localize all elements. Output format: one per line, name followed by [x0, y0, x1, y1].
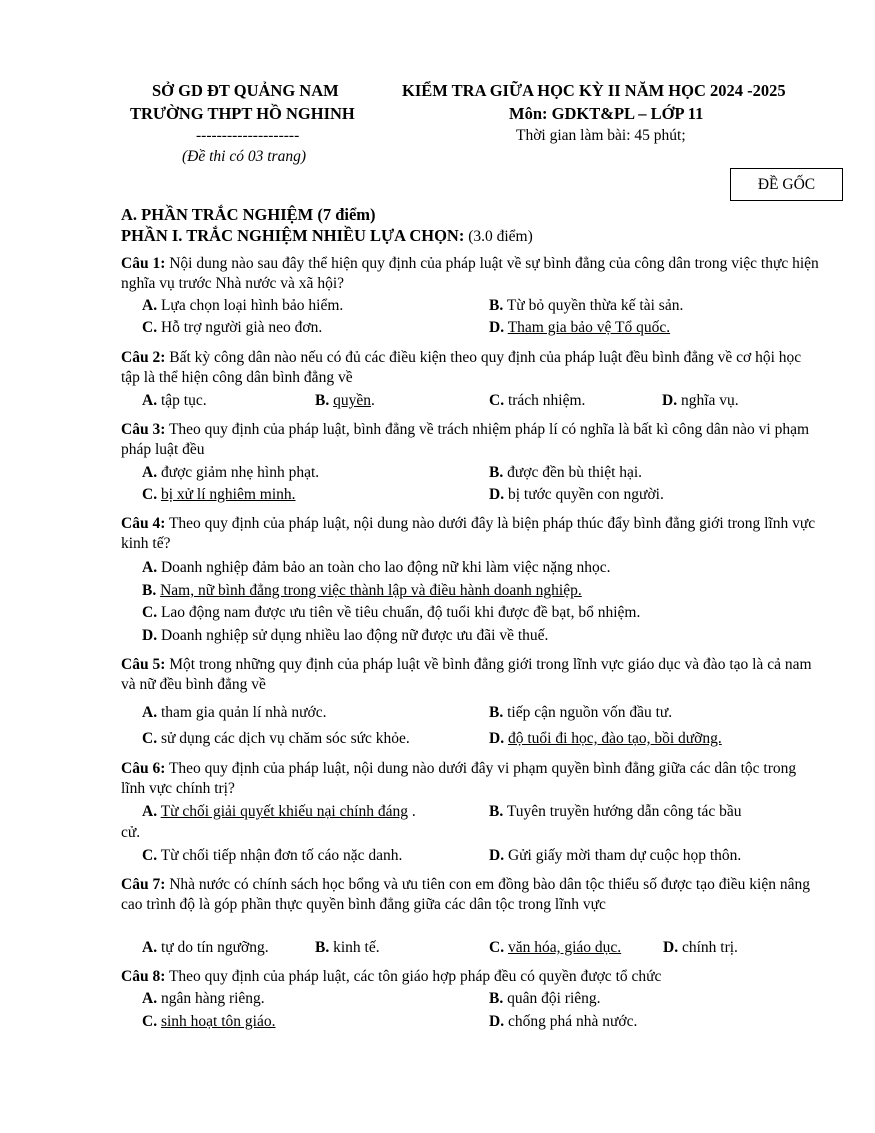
- option-letter: A.: [142, 939, 158, 956]
- option-letter: C.: [142, 730, 158, 747]
- q8-option-d: [489, 1013, 637, 1031]
- q3-option-a: [142, 464, 319, 482]
- q6-option-b: [489, 803, 742, 821]
- option-letter: C.: [489, 939, 505, 956]
- option-text: chính trị.: [681, 939, 738, 956]
- option-letter: A.: [142, 704, 158, 721]
- option-letter: D.: [489, 319, 505, 336]
- option-text: bị tước quyền con người.: [507, 486, 664, 503]
- option-text: Gửi giấy mời tham dự cuộc họp thôn.: [507, 847, 742, 864]
- option-text: sinh hoạt tôn giáo.: [160, 1013, 276, 1030]
- original-exam-label: ĐỀ GỐC: [757, 175, 816, 193]
- header-divider: --------------------: [196, 127, 300, 144]
- option-letter: D.: [489, 730, 505, 747]
- option-text: ngân hàng riêng.: [160, 990, 265, 1007]
- q6-option-d: [489, 847, 741, 865]
- q6-option-b-continued: [121, 824, 140, 842]
- option-letter: B.: [489, 803, 504, 820]
- option-letter: B.: [489, 464, 504, 481]
- option-letter: D.: [489, 486, 505, 503]
- question-2: [121, 348, 821, 387]
- option-suffix: .: [407, 803, 416, 820]
- option-text: kinh tế.: [333, 939, 380, 956]
- q5-option-b: [489, 704, 672, 722]
- question-label: Câu 3:: [121, 421, 166, 438]
- option-text: độ tuổi đi học, đào tạo, bồi dưỡng.: [507, 730, 722, 747]
- q8-option-a: [142, 990, 265, 1008]
- option-text: Doanh nghiệp đảm bảo an toàn cho lao động nữ khi làm việc nặng nhọc.: [160, 559, 611, 576]
- part1-score: (3.0 điểm): [464, 228, 533, 245]
- time-limit: Thời gian làm bài: 45 phút;: [516, 127, 686, 144]
- q4-option-c: [142, 604, 640, 622]
- question-5: [121, 655, 821, 694]
- subject-line: Môn: GDKT&PL – LỚP 11: [509, 104, 704, 123]
- option-text: quyền: [333, 392, 371, 409]
- section-a-title: A. PHẦN TRẮC NGHIỆM (7 điểm): [121, 205, 376, 224]
- option-letter: A.: [142, 392, 158, 409]
- q5-option-d: [489, 730, 722, 748]
- option-text: Từ bỏ quyền thừa kế tài sản.: [506, 297, 684, 314]
- option-letter: A.: [142, 297, 158, 314]
- original-exam-box: [730, 168, 843, 201]
- option-text: chống phá nhà nước.: [507, 1013, 638, 1030]
- question-label: Câu 5:: [121, 656, 166, 673]
- question-text: Một trong những quy định của pháp luật về bình đẳng giới trong lĩnh vực giáo dục và đào tạo là cả nam và nữ đều bình đẳng về: [121, 656, 812, 693]
- question-7: [121, 875, 821, 914]
- option-letter: C.: [142, 319, 158, 336]
- option-text: Nam, nữ bình đẳng trong việc thành lập và điều hành doanh nghiệp.: [160, 582, 582, 599]
- option-text: văn hóa, giáo dục.: [507, 939, 622, 956]
- option-letter: B.: [489, 704, 504, 721]
- question-label: Câu 4:: [121, 515, 166, 532]
- q7-option-b: [315, 939, 380, 957]
- q5-option-a: [142, 704, 326, 722]
- option-text: Tham gia bảo vệ Tổ quốc.: [507, 319, 671, 336]
- option-text: bị xử lí nghiêm minh.: [160, 486, 296, 503]
- question-1: [121, 254, 821, 293]
- question-text: Nhà nước có chính sách học bổng và ưu tiên con em đồng bào dân tộc thiểu số được tạo điều kiện nâng cao trình độ là góp phần thực quyền bình đẳng giữa các dân tộc trong lĩnh vực: [121, 876, 810, 913]
- option-letter: D.: [662, 392, 678, 409]
- option-text: Doanh nghiệp sử dụng nhiều lao động nữ được ưu đãi về thuế.: [160, 627, 549, 644]
- option-letter: A.: [142, 559, 158, 576]
- q1-option-c: [142, 319, 322, 337]
- q7-option-c: [489, 939, 621, 957]
- question-4: [121, 514, 821, 553]
- q2-option-b: B. quyền.: [315, 392, 375, 409]
- q7-option-a: [142, 939, 269, 957]
- option-letter: B.: [315, 939, 330, 956]
- q4-option-b: [142, 582, 582, 600]
- question-text: Nội dung nào sau đây thể hiện quy định của pháp luật về sự bình đẳng của công dân trong việc thực hiện nghĩa vụ trước Nhà nước và xã hội?: [121, 255, 819, 292]
- q4-option-d: [142, 627, 548, 645]
- option-text: cử.: [121, 824, 141, 841]
- q1-option-b: [489, 297, 683, 315]
- option-text: được đền bù thiệt hại.: [507, 464, 643, 481]
- q6-option-a: [142, 803, 416, 821]
- question-6: [121, 759, 821, 798]
- option-text: quân đội riêng.: [507, 990, 601, 1007]
- part1-title: PHẦN I. TRẮC NGHIỆM NHIỀU LỰA CHỌN:: [121, 226, 465, 245]
- question-text: Theo quy định của pháp luật, nội dung nào dưới đây là biện pháp thúc đẩy bình đẳng giới trong lĩnh vực kinh tế?: [121, 515, 816, 552]
- option-letter: B.: [142, 582, 157, 599]
- option-letter: C.: [142, 486, 158, 503]
- page-count-note: (Đề thi có 03 trang): [182, 148, 306, 165]
- question-label: Câu 2:: [121, 349, 166, 366]
- option-letter: B.: [315, 392, 330, 409]
- option-letter: D.: [663, 939, 679, 956]
- question-8: [121, 967, 821, 987]
- option-text: Từ chối giải quyết khiếu nại chính đáng: [160, 803, 408, 820]
- q2-option-a: [142, 392, 207, 410]
- option-text: tự do tín ngưỡng.: [160, 939, 269, 956]
- q5-option-c: [142, 730, 410, 748]
- option-letter: D.: [489, 847, 505, 864]
- option-text: tiếp cận nguồn vốn đầu tư.: [507, 704, 673, 721]
- question-text: Theo quy định của pháp luật, nội dung nào dưới đây vi phạm quyền bình đẳng giữa các dân tộc trong lĩnh vực chính trị?: [121, 760, 797, 797]
- q8-option-c: [142, 1013, 275, 1031]
- question-label: Câu 8:: [121, 968, 166, 985]
- q1-option-a: [142, 297, 343, 315]
- option-text: Từ chối tiếp nhận đơn tố cáo nặc danh.: [160, 847, 403, 864]
- option-text: tham gia quản lí nhà nước.: [160, 704, 327, 721]
- q4-option-a: [142, 559, 611, 577]
- option-letter: C.: [142, 847, 158, 864]
- school-department: SỞ GD ĐT QUẢNG NAM: [152, 81, 339, 100]
- option-text: trách nhiệm.: [507, 392, 586, 409]
- q3-option-b: [489, 464, 642, 482]
- option-text: Lựa chọn loại hình bảo hiểm.: [160, 297, 344, 314]
- question-label: Câu 6:: [121, 760, 166, 777]
- question-label: Câu 7:: [121, 876, 166, 893]
- q3-option-d: [489, 486, 664, 504]
- option-letter: A.: [142, 990, 158, 1007]
- question-3: [121, 420, 821, 459]
- q6-option-c: [142, 847, 402, 865]
- exam-title: KIỂM TRA GIỮA HỌC KỲ II NĂM HỌC 2024 -2025: [402, 81, 786, 100]
- q2-option-d: [662, 392, 739, 410]
- q7-option-d: [663, 939, 738, 957]
- option-letter: B.: [489, 297, 504, 314]
- option-letter: D.: [142, 627, 158, 644]
- option-text: được giảm nhẹ hình phạt.: [160, 464, 320, 481]
- q3-option-c: [142, 486, 296, 504]
- option-letter: C.: [142, 604, 158, 621]
- part1-title-line: [121, 226, 533, 246]
- option-letter: C.: [142, 1013, 158, 1030]
- question-text: Theo quy định của pháp luật, bình đẳng về trách nhiệm pháp lí có nghĩa là bất kì công dân nào vi phạm pháp luật đều: [121, 421, 810, 458]
- question-text: Bất kỳ công dân nào nếu có đủ các điều kiện theo quy định của pháp luật đều bình đẳng về cơ hội học tập là thể hiện công dân bình đẳng về: [121, 349, 802, 386]
- option-text: nghĩa vụ.: [680, 392, 739, 409]
- school-name: TRƯỜNG THPT HỒ NGHINH: [130, 104, 355, 123]
- option-text: tập tục.: [160, 392, 207, 409]
- option-text: Hỗ trợ người già neo đơn.: [160, 319, 323, 336]
- option-text: Lao động nam được ưu tiên về tiêu chuẩn, độ tuổi khi được đề bạt, bổ nhiệm.: [160, 604, 641, 621]
- option-letter: B.: [489, 990, 504, 1007]
- q1-option-d: [489, 319, 670, 337]
- q8-option-b: [489, 990, 601, 1008]
- option-letter: C.: [489, 392, 505, 409]
- option-text: sử dụng các dịch vụ chăm sóc sức khỏe.: [160, 730, 410, 747]
- question-text: Theo quy định của pháp luật, các tôn giáo hợp pháp đều có quyền được tổ chức: [165, 968, 662, 985]
- option-letter: A.: [142, 803, 158, 820]
- question-label: Câu 1:: [121, 255, 166, 272]
- option-text: Tuyên truyền hướng dẫn công tác bầu: [506, 803, 742, 820]
- option-letter: D.: [489, 1013, 505, 1030]
- option-letter: A.: [142, 464, 158, 481]
- q2-option-c: [489, 392, 585, 410]
